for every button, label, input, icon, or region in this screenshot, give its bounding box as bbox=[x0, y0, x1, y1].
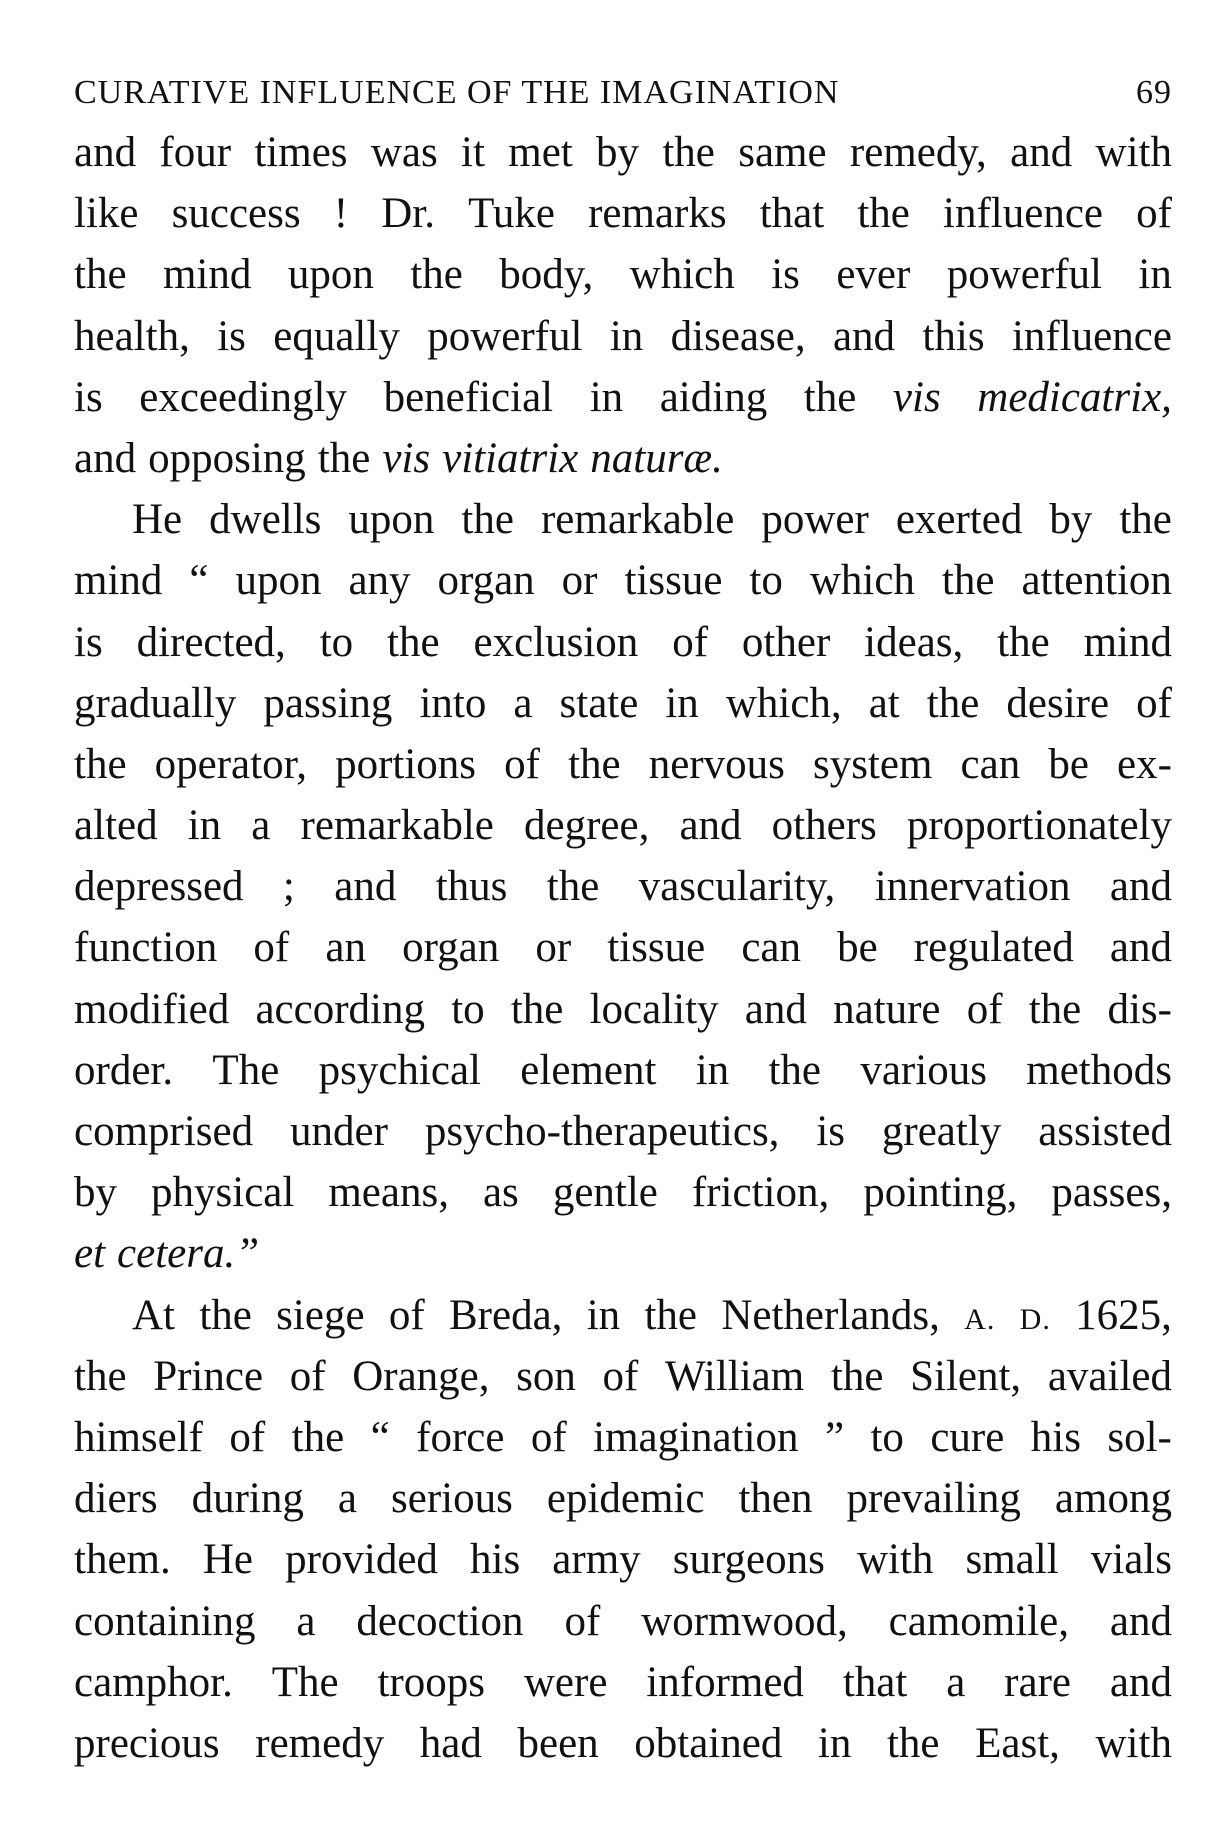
word: proportionately bbox=[906, 802, 1172, 850]
word: opposing bbox=[148, 434, 306, 482]
word: modified bbox=[74, 985, 230, 1033]
word: by bbox=[596, 129, 640, 176]
word: the bbox=[662, 129, 715, 176]
word: to bbox=[870, 1413, 904, 1461]
word: gentle bbox=[552, 1169, 658, 1217]
word: like bbox=[74, 190, 139, 238]
word: in bbox=[695, 1046, 730, 1094]
word: Orange, bbox=[352, 1352, 490, 1400]
word: prevailing bbox=[846, 1475, 1021, 1523]
word: of bbox=[1136, 679, 1172, 727]
word: four bbox=[159, 129, 232, 176]
word: locality bbox=[589, 985, 719, 1033]
word: of bbox=[289, 1352, 326, 1400]
word: operator, bbox=[154, 740, 307, 788]
text-line bbox=[74, 1713, 1172, 1774]
word: is bbox=[816, 1108, 846, 1155]
text-line bbox=[74, 1407, 1172, 1468]
word: in bbox=[589, 373, 624, 421]
word: sol- bbox=[1107, 1413, 1172, 1461]
text-line bbox=[74, 1591, 1172, 1652]
text-line bbox=[74, 306, 1172, 367]
word: force bbox=[416, 1413, 505, 1461]
word: mind bbox=[1083, 618, 1172, 666]
word: regulated bbox=[913, 924, 1074, 972]
word: physical bbox=[151, 1169, 295, 1217]
text-line bbox=[74, 673, 1172, 734]
word: tissue bbox=[607, 924, 706, 972]
word: function bbox=[74, 924, 218, 972]
word: East, bbox=[975, 1719, 1060, 1767]
word: of bbox=[602, 1352, 639, 1400]
word: beneficial bbox=[383, 373, 554, 421]
word: and bbox=[744, 985, 807, 1033]
text-line bbox=[74, 489, 1172, 550]
word: psychical bbox=[318, 1046, 481, 1094]
word: the bbox=[74, 740, 127, 788]
word: the bbox=[1028, 985, 1082, 1033]
word: organ bbox=[402, 924, 500, 972]
word: “ bbox=[189, 557, 209, 605]
text-line bbox=[74, 734, 1172, 795]
word: son bbox=[516, 1352, 576, 1400]
word: the bbox=[857, 190, 910, 238]
word: and bbox=[74, 434, 137, 482]
book-page bbox=[74, 64, 1172, 1774]
word: naturæ. bbox=[590, 434, 723, 482]
word: a bbox=[337, 1475, 357, 1523]
paragraph bbox=[74, 1285, 1172, 1775]
word: dis- bbox=[1107, 985, 1172, 1033]
paragraph bbox=[74, 489, 1172, 1284]
word: organ bbox=[437, 557, 535, 605]
word: was bbox=[370, 129, 438, 176]
word: by bbox=[74, 1169, 117, 1217]
word: Dr. bbox=[381, 190, 435, 238]
word: upon bbox=[287, 251, 374, 299]
word: ever bbox=[836, 251, 911, 299]
word: a bbox=[251, 802, 271, 850]
word: this bbox=[922, 312, 985, 360]
text-line bbox=[74, 979, 1172, 1040]
word: passing bbox=[263, 679, 393, 727]
word: upon bbox=[235, 557, 322, 605]
word: Silent, bbox=[910, 1352, 1022, 1400]
word: a bbox=[946, 1658, 966, 1706]
word: The bbox=[271, 1658, 339, 1706]
word bbox=[1020, 1285, 1051, 1346]
word: among bbox=[1054, 1475, 1172, 1523]
word: equally bbox=[273, 312, 400, 360]
word: 1625, bbox=[1075, 1291, 1172, 1339]
word: epidemic bbox=[546, 1475, 705, 1523]
word: nervous bbox=[648, 740, 785, 788]
word: vials bbox=[1090, 1536, 1172, 1584]
word: the bbox=[291, 1413, 345, 1461]
word: with bbox=[1095, 129, 1172, 176]
word: of bbox=[504, 740, 540, 788]
word: passes, bbox=[1051, 1169, 1172, 1217]
word: powerful bbox=[427, 312, 583, 360]
word: the bbox=[926, 679, 980, 727]
word: The bbox=[212, 1046, 280, 1094]
word: Netherlands, bbox=[721, 1291, 940, 1339]
running-header bbox=[74, 64, 1172, 122]
word: remedy, bbox=[849, 129, 987, 176]
small-caps-abbrev: A. bbox=[964, 1302, 996, 1336]
word: the bbox=[387, 618, 440, 666]
word: the bbox=[768, 1046, 822, 1094]
word: precious bbox=[74, 1719, 220, 1767]
word: various bbox=[860, 1046, 987, 1094]
word: the bbox=[546, 863, 600, 911]
word: obtained bbox=[634, 1719, 783, 1767]
word: be bbox=[1048, 740, 1089, 788]
word: and bbox=[334, 863, 397, 911]
word: been bbox=[517, 1719, 599, 1767]
word: which bbox=[629, 251, 735, 299]
word: wormwood, bbox=[641, 1597, 848, 1645]
word: were bbox=[523, 1658, 608, 1706]
word: diers bbox=[74, 1475, 158, 1523]
word: met bbox=[508, 129, 573, 176]
text-line bbox=[74, 183, 1172, 244]
word: informed bbox=[646, 1658, 804, 1706]
word: in bbox=[187, 802, 222, 850]
word: body, bbox=[499, 251, 594, 299]
word: under bbox=[290, 1108, 388, 1155]
text-line bbox=[74, 244, 1172, 305]
word: small bbox=[965, 1536, 1059, 1584]
word: of bbox=[564, 1597, 601, 1645]
word: in bbox=[817, 1719, 852, 1767]
word: and bbox=[832, 312, 896, 360]
word: that bbox=[842, 1658, 908, 1706]
text-line bbox=[74, 1529, 1172, 1590]
word: and bbox=[1109, 863, 1172, 911]
word: ” bbox=[824, 1413, 845, 1461]
word: be bbox=[837, 924, 878, 972]
text-line bbox=[74, 122, 1172, 183]
word: the bbox=[886, 1719, 940, 1767]
word: to bbox=[749, 557, 783, 605]
word: the bbox=[803, 373, 857, 421]
word: a bbox=[513, 679, 533, 727]
word: it bbox=[461, 129, 485, 176]
word: of bbox=[530, 1413, 567, 1461]
word: the bbox=[644, 1291, 698, 1339]
word: by bbox=[1049, 496, 1093, 544]
word: alted bbox=[74, 802, 158, 850]
word: and bbox=[1109, 1658, 1172, 1706]
word: containing bbox=[74, 1597, 256, 1645]
word: remarkable bbox=[540, 496, 735, 544]
word: directed, bbox=[136, 618, 286, 666]
word: of bbox=[1136, 190, 1172, 238]
word: the bbox=[830, 1352, 884, 1400]
text-line bbox=[74, 1162, 1172, 1223]
word: which, bbox=[725, 679, 842, 727]
word: in bbox=[609, 312, 644, 360]
word: times bbox=[254, 129, 348, 176]
word bbox=[964, 1285, 995, 1346]
word: mind bbox=[74, 557, 163, 605]
word: the bbox=[1119, 496, 1172, 544]
word: methods bbox=[1026, 1046, 1172, 1094]
word: exceedingly bbox=[139, 373, 348, 421]
word: vis bbox=[382, 434, 431, 482]
text-line bbox=[74, 1223, 1172, 1284]
word: serious bbox=[391, 1475, 513, 1523]
word: and bbox=[74, 129, 137, 176]
word: Breda, bbox=[448, 1291, 563, 1339]
word: other bbox=[741, 618, 831, 666]
word: his bbox=[470, 1536, 521, 1584]
word: thus bbox=[435, 863, 508, 911]
text-line bbox=[74, 795, 1172, 856]
word: others bbox=[771, 802, 877, 850]
word: powerful bbox=[946, 251, 1102, 299]
word: comprised bbox=[74, 1108, 254, 1155]
word: and bbox=[679, 802, 742, 850]
word: assisted bbox=[1038, 1108, 1172, 1155]
word: desire bbox=[1006, 679, 1110, 727]
text-line bbox=[74, 1101, 1172, 1162]
text-line bbox=[74, 612, 1172, 673]
word: at bbox=[868, 679, 900, 727]
word: according bbox=[255, 985, 425, 1033]
word: same bbox=[738, 129, 827, 176]
text-line bbox=[74, 917, 1172, 978]
word: element bbox=[520, 1046, 657, 1094]
word: with bbox=[1095, 1719, 1172, 1767]
word: vis bbox=[892, 373, 941, 421]
word: order. bbox=[74, 1046, 174, 1094]
word: the bbox=[74, 251, 127, 299]
word: in bbox=[1138, 251, 1172, 299]
word: attention bbox=[1021, 557, 1172, 605]
word: the bbox=[74, 1352, 127, 1400]
word: or bbox=[535, 924, 572, 972]
word: He bbox=[132, 496, 183, 544]
word: William bbox=[665, 1352, 805, 1400]
word: exclusion bbox=[473, 618, 639, 666]
text-line bbox=[74, 550, 1172, 611]
word: nature bbox=[833, 985, 941, 1033]
word: camphor. bbox=[74, 1658, 233, 1706]
running-title: CURATIVE INFLUENCE OF THE IMAGINATION bbox=[74, 74, 840, 111]
word: system bbox=[812, 740, 933, 788]
text-line bbox=[74, 1652, 1172, 1713]
word: friction, bbox=[691, 1169, 830, 1217]
word: which bbox=[809, 557, 915, 605]
word: vascularity, bbox=[638, 863, 836, 911]
word: as bbox=[482, 1169, 519, 1217]
word: is bbox=[74, 618, 103, 666]
word: the bbox=[410, 251, 463, 299]
word: the bbox=[997, 618, 1050, 666]
word: the bbox=[317, 434, 371, 482]
word: his bbox=[1030, 1413, 1081, 1461]
word: camomile, bbox=[888, 1597, 1069, 1645]
word: himself bbox=[74, 1413, 203, 1461]
word: to bbox=[319, 618, 354, 666]
word: At bbox=[132, 1291, 175, 1339]
word: of bbox=[229, 1413, 266, 1461]
word: provided bbox=[285, 1536, 438, 1584]
text-line bbox=[74, 367, 1172, 428]
word: troops bbox=[377, 1658, 485, 1706]
word: tissue bbox=[624, 557, 723, 605]
word: of bbox=[966, 985, 1003, 1033]
word: availed bbox=[1047, 1352, 1172, 1400]
word: remarks bbox=[588, 190, 727, 238]
word: psycho-therapeutics, bbox=[424, 1108, 780, 1155]
word: power bbox=[761, 496, 869, 544]
word: ex- bbox=[1117, 740, 1172, 788]
small-caps-abbrev: D. bbox=[1019, 1302, 1051, 1336]
word: during bbox=[191, 1475, 304, 1523]
word: ! bbox=[333, 190, 349, 238]
word: in bbox=[665, 679, 699, 727]
word: mind bbox=[162, 251, 252, 299]
word: is bbox=[217, 312, 246, 360]
text-line bbox=[74, 428, 1172, 489]
word: the bbox=[461, 496, 514, 544]
word: of bbox=[253, 924, 290, 972]
word: degree, bbox=[524, 802, 650, 850]
word: surgeons bbox=[672, 1536, 825, 1584]
word: of bbox=[388, 1291, 425, 1339]
word: decoction bbox=[356, 1597, 524, 1645]
word: had bbox=[419, 1719, 482, 1767]
word: gradually bbox=[74, 679, 237, 727]
word: health, bbox=[74, 312, 190, 360]
word: He bbox=[202, 1536, 253, 1584]
paragraph bbox=[74, 122, 1172, 489]
word: et bbox=[74, 1230, 106, 1278]
word: the bbox=[568, 740, 621, 788]
word: Prince bbox=[153, 1352, 264, 1400]
word: disease, bbox=[670, 312, 806, 360]
text-line bbox=[74, 1346, 1172, 1407]
word: Tuke bbox=[468, 190, 555, 238]
word: innervation bbox=[874, 863, 1071, 911]
word: with bbox=[856, 1536, 934, 1584]
word: a bbox=[296, 1597, 316, 1645]
word: or bbox=[561, 557, 598, 605]
word: siege bbox=[276, 1291, 365, 1339]
word: them. bbox=[74, 1536, 171, 1584]
word: exerted bbox=[895, 496, 1023, 544]
word: in bbox=[586, 1291, 621, 1339]
word: means, bbox=[328, 1169, 449, 1217]
word: to bbox=[451, 985, 485, 1033]
word: upon bbox=[348, 496, 435, 544]
word: that bbox=[759, 190, 825, 238]
word: dwells bbox=[209, 496, 322, 544]
word: imagination bbox=[593, 1413, 799, 1461]
word: the bbox=[510, 985, 564, 1033]
word: is bbox=[74, 373, 103, 421]
word: any bbox=[348, 557, 411, 605]
word: cure bbox=[930, 1413, 1005, 1461]
word: rare bbox=[1004, 1658, 1071, 1706]
word: and bbox=[1109, 1597, 1172, 1645]
word: influence bbox=[1011, 312, 1172, 360]
word: vitiatrix bbox=[442, 434, 579, 482]
word: can bbox=[960, 740, 1021, 788]
word: then bbox=[738, 1475, 813, 1523]
word: army bbox=[552, 1536, 641, 1584]
word: an bbox=[325, 924, 366, 972]
word: portions bbox=[335, 740, 477, 788]
word: pointing, bbox=[863, 1169, 1018, 1217]
word: ideas, bbox=[864, 618, 964, 666]
word: aiding bbox=[659, 373, 768, 421]
word: of bbox=[672, 618, 709, 666]
word: is bbox=[771, 251, 800, 299]
text-line bbox=[74, 1285, 1172, 1346]
word: and bbox=[1010, 129, 1073, 176]
word: and bbox=[1109, 924, 1172, 972]
word: ; bbox=[282, 863, 295, 911]
word: “ bbox=[370, 1413, 390, 1461]
word: into bbox=[419, 679, 487, 727]
word: can bbox=[741, 924, 801, 972]
word: cetera.” bbox=[117, 1230, 260, 1278]
word: medicatrix, bbox=[977, 373, 1172, 421]
text-line bbox=[74, 856, 1172, 917]
word: influence bbox=[943, 190, 1104, 238]
word: success bbox=[171, 190, 301, 238]
text-line bbox=[74, 1468, 1172, 1529]
word: remedy bbox=[255, 1719, 385, 1767]
word: the bbox=[941, 557, 995, 605]
word: depressed bbox=[74, 863, 244, 911]
text-line bbox=[74, 1040, 1172, 1101]
page-number: 69 bbox=[1136, 74, 1172, 111]
word: state bbox=[559, 679, 639, 727]
word: greatly bbox=[881, 1108, 1002, 1155]
word: remarkable bbox=[300, 802, 494, 850]
word: the bbox=[199, 1291, 252, 1339]
